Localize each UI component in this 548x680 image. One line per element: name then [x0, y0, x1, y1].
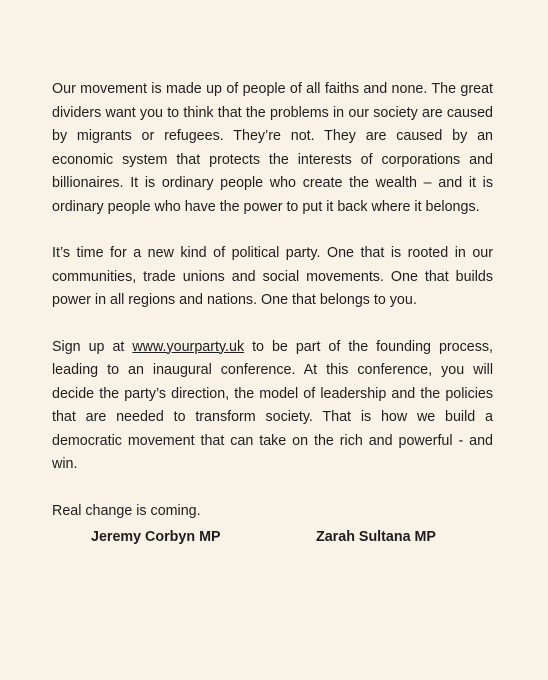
yourparty-link[interactable]: www.yourparty.uk	[132, 338, 245, 355]
paragraph-movement: Our movement is made up of people of all faiths and none. The great dividers want you to think that the problems in our society are caused by migrants or refugees. They’re not. They are caused by an economic system that protects the interests of corporations and billionaires. It is ordinary people who create the wealth – and it is ordinary people who have the power to put it back where it belongs.	[52, 81, 493, 215]
signature-zarah-sultana: Zarah Sultana MP	[316, 529, 436, 545]
paragraph-new-party: It’s time for a new kind of political party. One that is rooted in our communities, trade unions and social movements. One that builds power in all regions and nations. One that belongs to you.	[52, 245, 493, 308]
signatures	[0, 527, 548, 551]
signup-suffix: to be part of the founding process, leading to an inaugural conference. At this conference, you will decide the party’s direction, the model of leadership and the policies that are needed to transform society. That is how we build a democratic movement that can take on the rich and powerful - and win.	[52, 338, 494, 472]
signup-prefix: Sign up at	[52, 338, 133, 355]
signature-jeremy-corbyn: Jeremy Corbyn MP	[91, 529, 221, 545]
closing-line: Real change is coming.	[52, 502, 201, 519]
letter-body	[52, 78, 493, 546]
paragraph-signup	[52, 336, 493, 477]
